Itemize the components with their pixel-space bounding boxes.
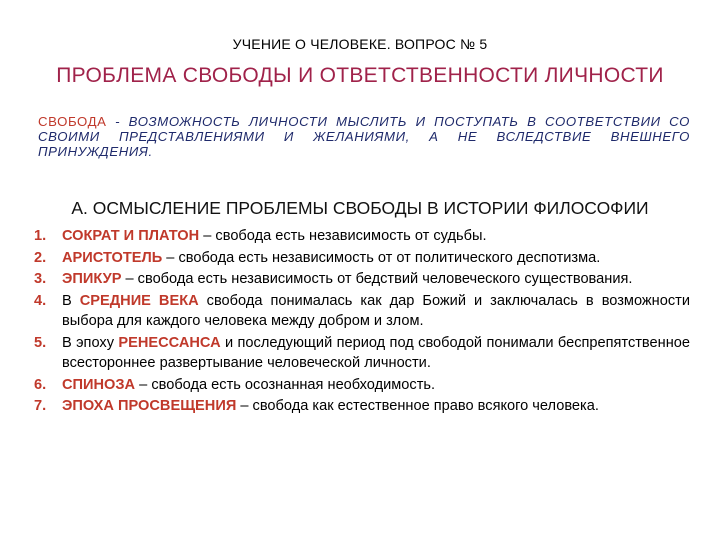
list-item	[34, 248, 690, 269]
freedom-definition	[38, 114, 690, 159]
list-item-keyword: РЕНЕССАНСА	[118, 334, 221, 351]
list-item-number: 1.	[34, 228, 47, 244]
list-item-keyword: АРИСТОТЕЛЬ	[62, 249, 163, 266]
slide-main-title: ПРОБЛЕМА СВОБОДЫ И ОТВЕТСТВЕННОСТИ ЛИЧНОСТИ	[56, 64, 664, 87]
list-item-text: – свобода как естественное право всякого человека.	[236, 398, 599, 414]
list-item-keyword: ЭПИКУР	[62, 271, 122, 287]
list-item-number: 5.	[34, 334, 47, 351]
list-item	[34, 396, 690, 417]
list-item-keyword: ЭПОХА ПРОСВЕЩЕНИЯ	[62, 398, 237, 414]
definition-text: - ВОЗМОЖНОСТЬ ЛИЧНОСТИ МЫСЛИТЬ И ПОСТУПАТЬ В СООТВЕТСТВИИ СО СВОИМИ ПРЕДСТАВЛЕНИЯМИ И ЖЕЛАНИЯМИ, А НЕ ВСЛЕДСТВИЕ ВНЕШНЕГО ПРИНУЖДЕНИЯ.	[38, 114, 690, 159]
list-item-text: – свобода есть независимость от от политического деспотизма.	[162, 249, 601, 266]
list-item-number: 2.	[34, 249, 47, 266]
list-item-keyword: СПИНОЗА	[62, 376, 136, 393]
list-item-prefix: В эпоху	[62, 334, 119, 351]
definition-term: СВОБОДА	[38, 114, 107, 129]
list-item	[34, 226, 690, 247]
list-item-number: 3.	[34, 271, 47, 287]
list-item-number: 7.	[34, 398, 47, 414]
list-item	[34, 291, 690, 332]
list-item-keyword: СРЕДНИЕ ВЕКА	[79, 292, 199, 309]
list-item	[34, 269, 690, 290]
slide-top-label: УЧЕНИЕ О ЧЕЛОВЕКЕ. ВОПРОС № 5	[232, 36, 488, 52]
list-item	[34, 333, 690, 374]
list-item-prefix: В	[62, 292, 80, 309]
list-item-number: 4.	[34, 292, 47, 309]
list-item-text: свобода понималась как дар Божий и заключалась в возможности выбора для каждого человека между добром и злом.	[62, 292, 690, 329]
list-item-text: и последующий период под свободой понимали беспрепятственное всестороннее развертывание человеческой личности.	[62, 334, 690, 371]
section-title: А. ОСМЫСЛЕНИЕ ПРОБЛЕМЫ СВОБОДЫ В ИСТОРИИ ФИЛОСОФИИ	[71, 198, 649, 218]
list-item-text: – свобода есть независимость от бедствий человеческого существования.	[121, 271, 633, 287]
list-item-number: 6.	[34, 376, 47, 393]
list-item-keyword: СОКРАТ И ПЛАТОН	[62, 228, 200, 244]
philosophy-history-list	[34, 226, 690, 418]
list-item	[34, 375, 690, 396]
list-item-text: – свобода есть независимость от судьбы.	[199, 228, 487, 244]
list-item-text: – свобода есть осознанная необходимость.	[135, 376, 436, 393]
